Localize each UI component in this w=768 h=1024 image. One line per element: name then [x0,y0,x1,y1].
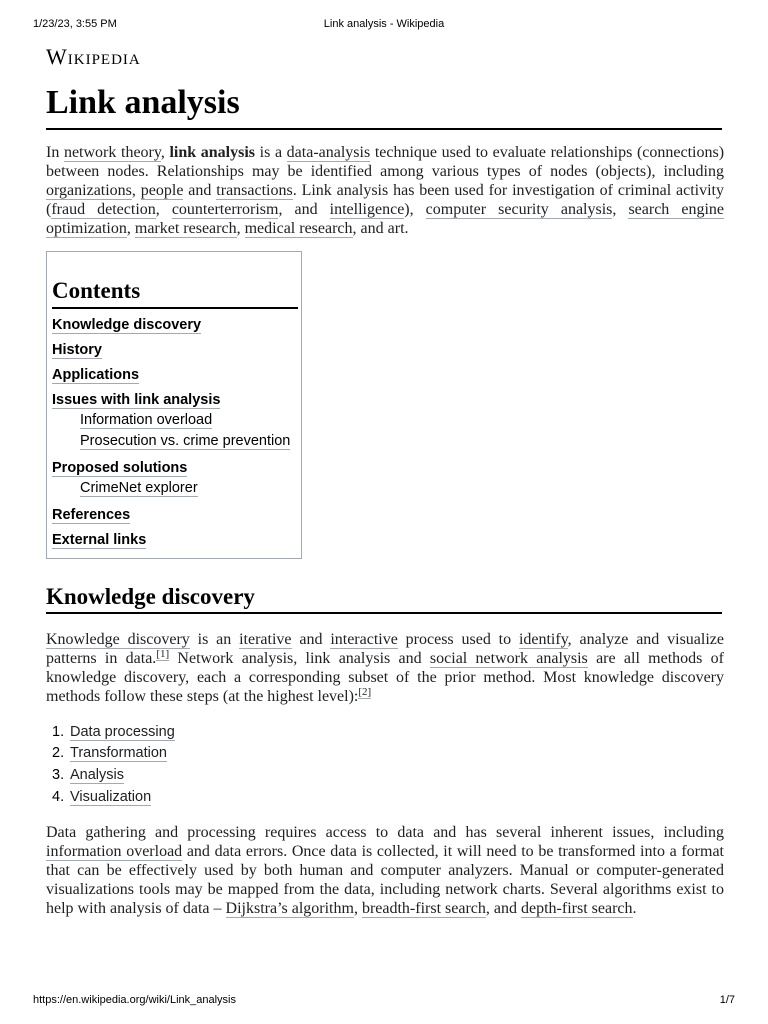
link-fraud-detection[interactable]: fraud detection [51,201,156,218]
link-dijkstras-algorithm[interactable]: Dijkstra’s algorithm [225,900,354,917]
wikipedia-logo[interactable]: Wikipedia [46,44,141,69]
link-computer-security-analysis[interactable]: computer security analysis [425,201,613,218]
link-information-overload[interactable]: information overload [46,843,183,860]
link-interactive[interactable]: interactive [330,631,398,648]
link-social-network-analysis[interactable]: social network analysis [429,650,588,667]
link-transactions[interactable]: transactions [216,182,293,199]
link-people[interactable]: people [140,182,184,199]
toc-item-external-links[interactable]: External links [52,532,147,548]
knowledge-discovery-paragraph: Knowledge discovery is an iterative and interactive process used to identify, analyze and visualize patterns in data.[1] Network analysis, link analysis and social network analysis are all methods of knowledge discovery, each a corresponding subset of the prior method. Most knowledge discovery methods follow these steps (at the highest level):[2] [46,631,725,705]
intro-paragraph: In network theory, link analysis is a data-analysis technique used to evaluate relationships (connections) between nodes. Relationships may be identified among various types of nodes (objects), including organizations, people and transactions. Link analysis has been used for investigation of criminal activity (fraud detection, counterterrorism, and intelligence), computer security analysis, search engine optimization, market research, medical research, and art. [46,144,725,237]
link-identify[interactable]: identify [518,631,568,648]
link-search-engine-optimization[interactable]: search engine optimization [46,201,724,237]
print-url: https://en.wikipedia.org/wiki/Link_analysis [33,994,236,1006]
toc-item-knowledge-discovery[interactable]: Knowledge discovery [52,317,202,333]
link-data-processing[interactable]: Data processing [70,724,175,740]
list-item: 1. Data processing [52,724,175,740]
toc-item-references[interactable]: References [52,507,131,523]
section-heading-knowledge-discovery: Knowledge discovery [46,582,722,614]
link-organizations[interactable]: organizations [46,182,132,199]
toc-item-information-overload[interactable]: Information overload [80,412,213,428]
link-visualization[interactable]: Visualization [70,789,152,805]
print-page-title: Link analysis - Wikipedia [323,18,445,30]
toc-item-prosecution[interactable]: Prosecution vs. crime prevention [80,433,291,449]
toc-item-crimenet-explorer[interactable]: CrimeNet explorer [80,480,198,496]
link-iterative[interactable]: iterative [239,631,292,648]
link-data-analysis[interactable]: data-analysis [286,144,371,161]
citation-2[interactable]: [2] [358,685,372,698]
term-link-analysis: link analysis [169,144,256,161]
citation-1[interactable]: [1] [156,647,170,660]
link-counterterrorism[interactable]: counterterrorism [171,201,279,218]
link-depth-first-search[interactable]: depth-first search [521,900,633,917]
link-market-research[interactable]: market research [134,220,237,237]
list-item: 4. Visualization [52,789,152,805]
print-page-number: 1/7 [719,994,735,1006]
link-network-theory[interactable]: network theory [63,144,161,161]
toc-item-proposed-solutions[interactable]: Proposed solutions [52,460,188,476]
toc-item-history[interactable]: History [52,342,102,358]
link-transformation[interactable]: Transformation [70,745,167,761]
data-gathering-paragraph: Data gathering and processing requires access to data and has several inherent issues, including information overload and data errors. Once data is collected, it will need to be transformed into a format that can be effectively used by both human and computer analyzers. Manual or computer-generated visualizations tools may be mapped from the data, including network charts. Several algorithms exist to help with analysis of data – Dijkstra’s algorithm, breadth-first search, and depth-first search. [46,824,725,917]
list-item: 3. Analysis [52,767,124,783]
link-medical-research[interactable]: medical research [244,220,353,237]
toc-title: Contents [52,276,298,309]
link-intelligence[interactable]: intelligence [329,201,405,218]
link-analysis[interactable]: Analysis [70,767,124,783]
toc-item-issues[interactable]: Issues with link analysis [52,392,221,408]
page-title: Link analysis [46,82,722,130]
link-breadth-first-search[interactable]: breadth-first search [361,900,486,917]
list-item: 2. Transformation [52,745,167,761]
link-knowledge-discovery[interactable]: Knowledge discovery [46,631,190,648]
print-timestamp: 1/23/23, 3:55 PM [33,18,117,30]
table-of-contents [46,251,302,559]
toc-item-applications[interactable]: Applications [52,367,140,383]
